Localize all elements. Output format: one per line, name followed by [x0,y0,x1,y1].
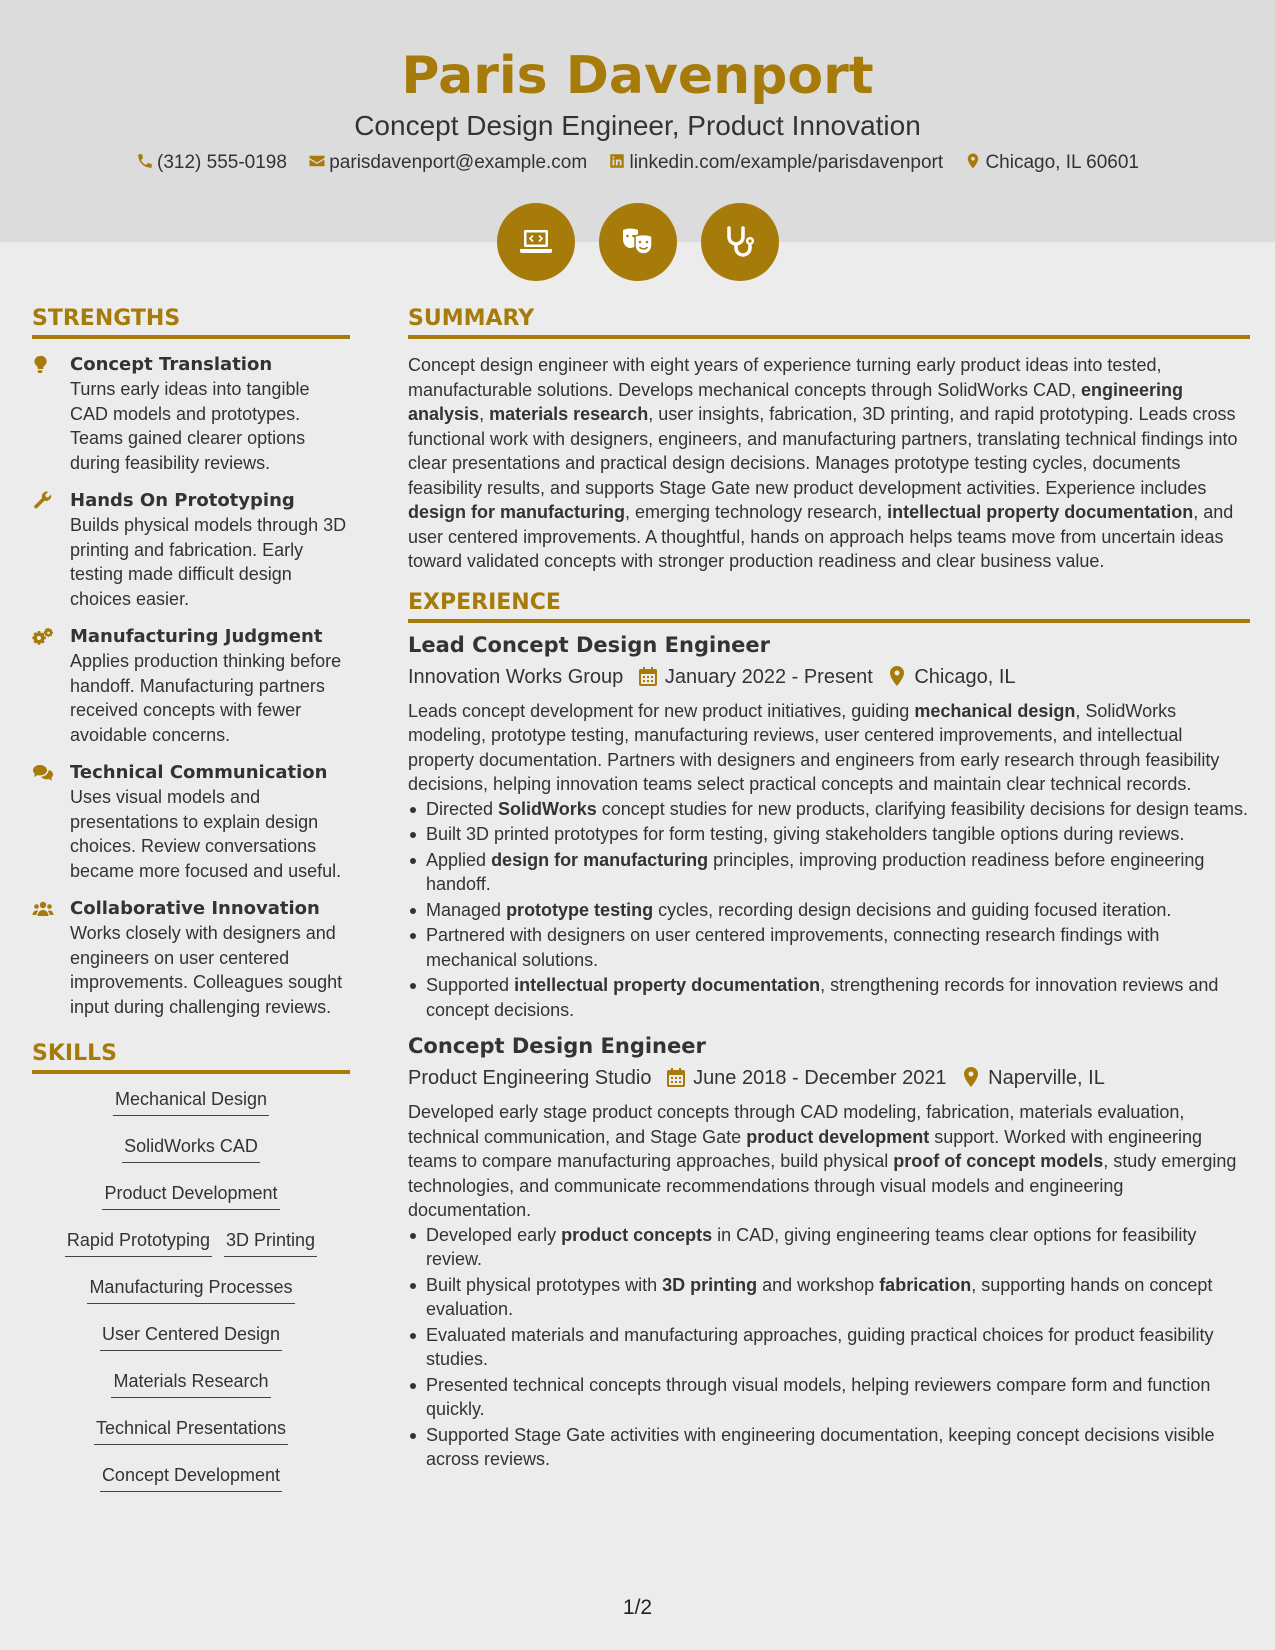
bullet-item [408,822,1250,847]
theater-masks-icon [618,222,658,262]
contact-bar [0,152,1275,174]
bullet-item [408,1323,1250,1372]
bullet-item [408,797,1250,822]
paragraph-highlight: mechanical design [914,700,1076,721]
bullet-highlight: intellectual property documentation [514,975,821,995]
candidate-name: Paris Davenport [401,46,874,106]
lightbulb-icon [32,355,54,375]
contact-location [964,152,1139,174]
bullet-text: cycles, recording design decisions and guiding focused iteration. [653,899,1172,920]
job-location: Chicago, IL [914,665,1016,688]
bullet-item [408,1273,1250,1322]
paragraph-text: , emerging technology research, [625,502,888,522]
bullet-highlight: SolidWorks [498,798,597,819]
location-pin-icon [888,666,906,686]
job-meta [408,1064,1250,1092]
paragraph-text: Developed early stage product concepts through CAD modeling, fabrication, materials evaluation, technical communication, and Stage Gate [408,1102,1185,1147]
skill-tag: Concept Development [100,1464,282,1492]
paragraph-text: , [479,404,490,424]
strengths-heading: STRENGTHS [32,306,350,339]
paragraph-highlight: intellectual property documentation [887,502,1194,522]
bullet-item [408,973,1250,1022]
bullet-highlight: 3D printing [662,1274,758,1295]
left-column [32,306,350,1503]
location-pin-icon [964,152,982,170]
bullet-text: Presented technical concepts through visual models, helping reviewers compare form and function quickly. [426,1374,1211,1419]
paragraph-highlight: proof of concept models [893,1151,1104,1171]
bullet-highlight: product concepts [561,1224,713,1245]
job-description [408,699,1250,797]
strength-title: Collaborative Innovation [70,898,320,919]
strength-desc: Applies production thinking before handoff. Manufacturing partners received concepts with fewer avoidable concerns. [70,651,342,745]
strength-desc: Builds physical models through 3D printing and fabrication. Early testing made difficult design choices easier. [70,515,347,609]
skills-list [32,1080,350,1503]
strength-item [32,489,350,611]
candidate-headline: Concept Design Engineer, Product Innovation [354,110,921,141]
users-icon [32,899,54,919]
page-number: 1/2 [622,1596,653,1619]
bullet-item [408,1373,1250,1422]
paragraph-highlight: engineering analysis [408,379,1184,424]
phone-text: (312) 555-0198 [157,152,287,173]
paragraph-text: , SolidWorks modeling, prototype testing, manufacturing reviews, user centered improvements, and intellectual property documentation. Partners with designers and engineers from early research through feasibility decisions, helping innovation teams select practical concepts and maintain clear technical records. [408,700,1220,794]
laptop-code-icon [516,222,556,262]
job-bullets [408,1223,1250,1472]
skill-tag: Materials Research [111,1370,270,1398]
summary-heading: SUMMARY [408,306,1250,339]
bullet-item [408,1223,1250,1272]
bullet-text: Supported Stage Gate activities with engineering documentation, keeping concept decisions visible across reviews. [426,1424,1215,1469]
job-description [408,1100,1250,1223]
job-title: Concept Design Engineer [408,1034,706,1058]
strength-item [32,761,350,883]
bullet-text: Partnered with designers on user centered improvements, connecting research findings with mechanical solutions. [426,925,1160,970]
gears-icon [32,627,54,647]
contact-linkedin[interactable] [608,152,943,174]
job-entry [408,631,1250,1023]
job-meta [408,663,1250,691]
contact-phone[interactable] [136,152,287,174]
paragraph-text: Concept design engineer with eight years of experience turning early product ideas into tested, manufacturable solutions. Develops mechanical concepts through SolidWorks CAD, [408,355,1162,400]
bullet-item [408,923,1250,972]
bullet-item [408,898,1250,923]
linkedin-icon [608,152,626,170]
paragraph-highlight: design for manufacturing [408,502,626,522]
bullet-text: in CAD, giving engineering teams clear options for feasibility review. [426,1224,1197,1269]
job-dates: June 2018 - December 2021 [693,1067,947,1089]
company-name: Innovation Works Group [408,665,624,688]
strength-item [32,897,350,1019]
paragraph-text: , user insights, fabrication, 3D printing, and rapid prototyping. Leads cross functional work with designers, engineers, and manufacturing partners, translating technical findings into clear presentations and practical design decisions. Manages prototype testing cycles, documents feasibility results, and supports Stage Gate new product development activities. Experience includes [408,404,1238,498]
wrench-icon [32,491,54,511]
paragraph-text: Leads concept development for new product initiatives, guiding [408,700,915,721]
badge-stethoscope [701,203,779,281]
skill-tag: Technical Presentations [94,1417,288,1445]
bullet-highlight: fabrication [879,1274,972,1295]
skill-tag: Rapid Prototyping [65,1229,212,1257]
envelope-icon [308,152,326,170]
badge-masks [599,203,677,281]
bullet-item [408,848,1250,897]
bullet-text: , strengthening records for innovation reviews and concept decisions. [426,975,1219,1020]
strength-title: Technical Communication [70,762,328,783]
summary-text [408,353,1250,574]
skills-heading: SKILLS [32,1041,350,1074]
strength-item [32,353,350,475]
location-pin-icon [962,1067,980,1087]
job-entry [408,1032,1250,1472]
bullet-highlight: prototype testing [506,899,654,920]
paragraph-highlight: materials research [489,404,649,424]
bullet-text: Supported [426,975,515,995]
bullet-text: Built physical prototypes with [426,1274,663,1295]
calendar-icon [667,1067,685,1087]
skill-tag: Product Development [102,1182,279,1210]
job-title: Lead Concept Design Engineer [408,632,770,657]
strength-desc: Uses visual models and presentations to explain design choices. Review conversations became more focused and useful. [70,787,342,881]
badge-laptop [497,203,575,281]
bullet-text: Developed early [426,1224,562,1245]
bullet-text: Managed [426,899,507,920]
bullet-text: Built 3D printed prototypes for form testing, giving stakeholders tangible options during reviews. [426,824,1185,844]
skill-tag: Manufacturing Processes [87,1276,294,1304]
phone-icon [136,152,154,170]
job-bullets [408,797,1250,1023]
strength-title: Hands On Prototyping [70,490,295,511]
strength-item [32,625,350,747]
paragraph-text: support. Worked with engineering teams to compare manufacturing approaches, build physical [408,1126,1203,1171]
bullet-text: and workshop [757,1274,880,1295]
strength-title: Concept Translation [70,354,273,375]
bullet-text: , supporting hands on concept evaluation. [426,1274,1213,1319]
bullet-text: principles, improving production readiness before engineering handoff. [426,849,1205,894]
location-text: Chicago, IL 60601 [985,152,1139,173]
bullet-text: Evaluated materials and manufacturing approaches, guiding practical choices for product feasibility studies. [426,1324,1214,1369]
paragraph-highlight: product development [746,1126,930,1147]
job-dates: January 2022 - Present [664,665,873,688]
strength-desc: Works closely with designers and engineers on user centered improvements. Colleagues sought input during challenging reviews. [70,923,343,1017]
bullet-item [408,1423,1250,1472]
linkedin-text: linkedin.com/example/parisdavenport [629,152,944,173]
calendar-icon [639,666,657,686]
paragraph-text: , and user centered improvements. A thoughtful, hands on approach helps teams move from uncertain ideas toward validated concepts with stronger production readiness and clear business value. [408,502,1234,571]
bullet-text: Applied [426,849,492,870]
right-column [408,306,1250,1473]
bullet-text: concept studies for new products, clarifying feasibility decisions for design teams. [596,798,1249,819]
skill-tag: User Centered Design [100,1323,282,1351]
comments-icon [32,763,54,783]
company-name: Product Engineering Studio [408,1067,652,1089]
bullet-highlight: design for manufacturing [491,849,709,870]
contact-email[interactable] [308,152,587,174]
paragraph-text: , study emerging technologies, and communicate recommendations through visual models and engineering documentation. [408,1151,1237,1220]
bullet-text: Directed [426,798,499,819]
stethoscope-icon [720,222,760,262]
email-text: parisdavenport@example.com [329,152,588,173]
skill-tag: SolidWorks CAD [122,1135,260,1163]
badge-row [0,203,1275,281]
strength-title: Manufacturing Judgment [70,626,323,647]
experience-heading: EXPERIENCE [408,590,1250,623]
strength-desc: Turns early ideas into tangible CAD models and prototypes. Teams gained clearer options during feasibility reviews. [70,379,310,473]
skill-tag: Mechanical Design [113,1088,269,1116]
job-location: Naperville, IL [988,1067,1105,1089]
skill-tag: 3D Printing [224,1229,317,1257]
